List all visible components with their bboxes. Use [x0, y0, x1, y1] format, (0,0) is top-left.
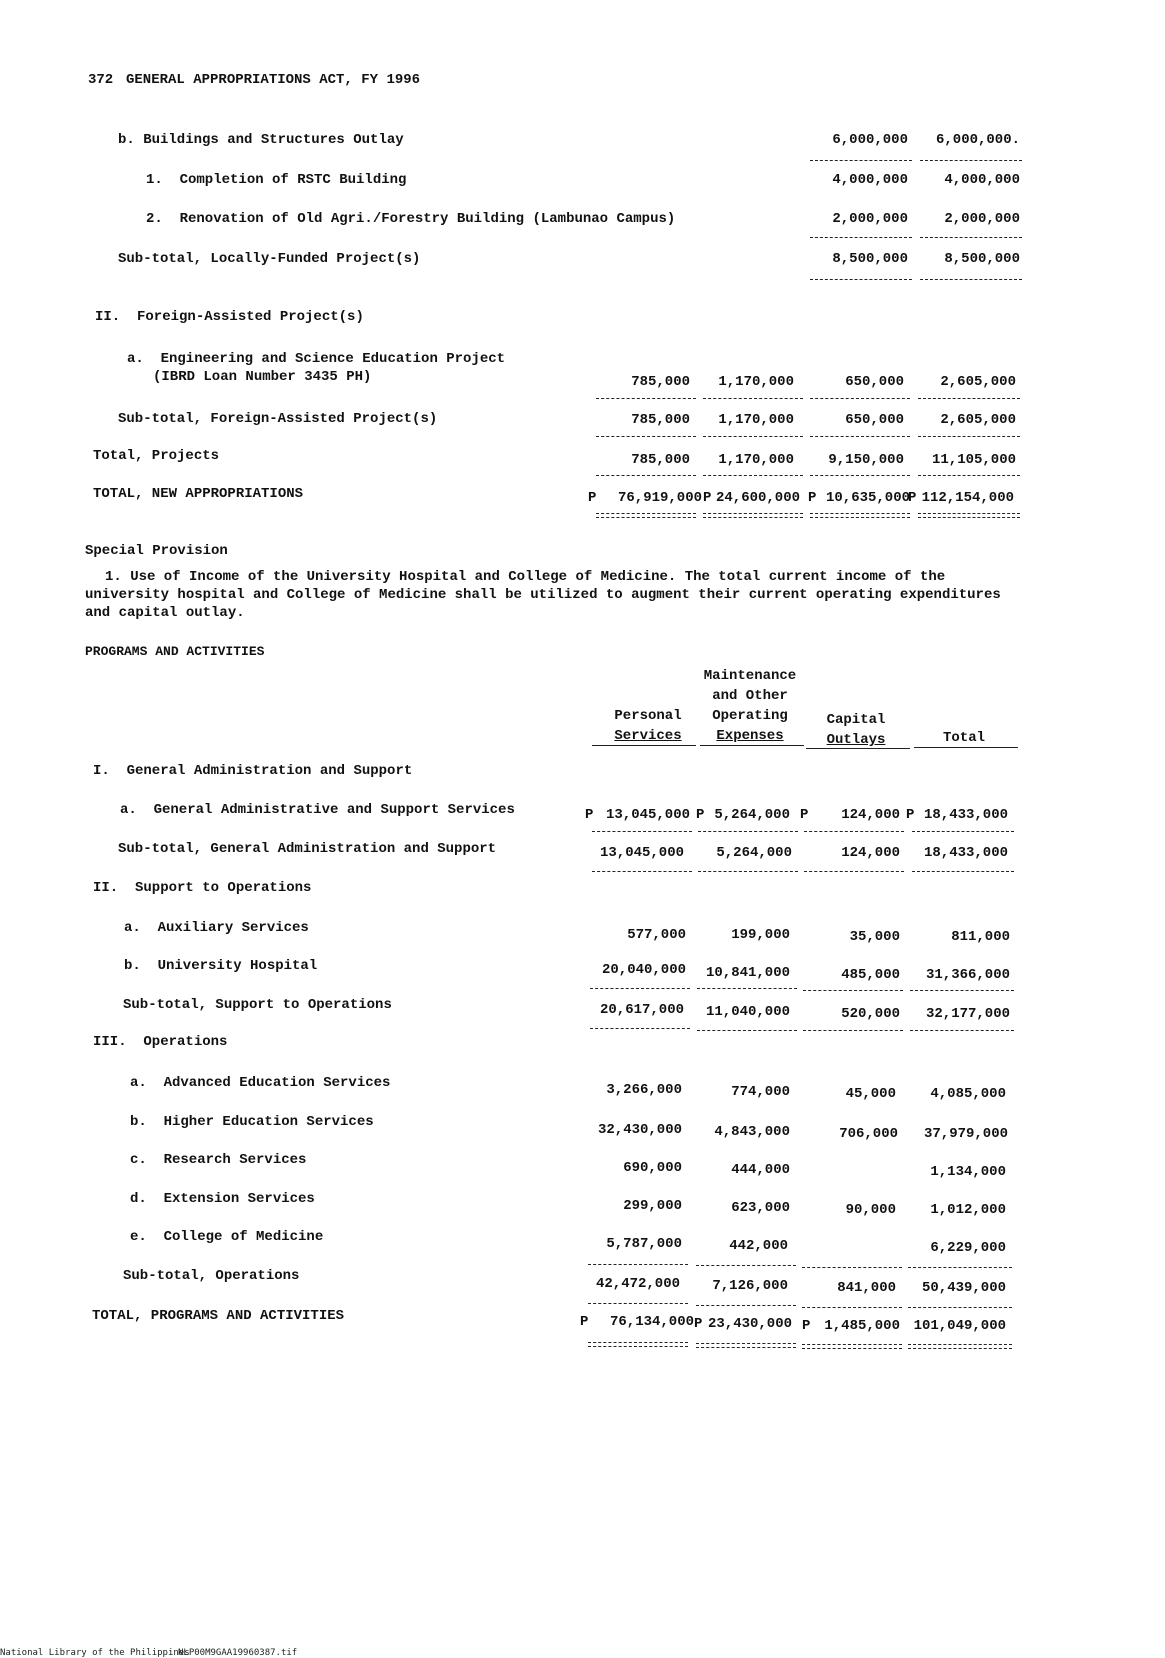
- header-rule: [914, 747, 1018, 748]
- total-new-label: TOTAL, NEW APPROPRIATIONS: [93, 486, 304, 502]
- gas-heading: I. General Administration and Support: [93, 763, 413, 779]
- peso-sign: P: [588, 490, 597, 506]
- subtotal-sto-label: Sub-total, Support to Operations: [123, 997, 392, 1013]
- rule: [596, 475, 696, 476]
- total-programs-total: 101,049,000: [913, 1318, 1006, 1334]
- double-rule: [810, 513, 910, 518]
- extension-label: d. Extension Services: [130, 1191, 315, 1207]
- rule: [592, 831, 692, 832]
- double-rule: [596, 513, 696, 518]
- renovation-co: 2,000,000: [832, 211, 908, 227]
- col-co-2: Outlays: [826, 732, 886, 748]
- extension-co: 90,000: [845, 1202, 896, 1218]
- higher-ps: 32,430,000: [597, 1122, 682, 1138]
- rule: [810, 398, 910, 399]
- gas-total: 18,433,000: [923, 807, 1008, 823]
- esep-total: 2,605,000: [940, 374, 1016, 390]
- rstc-co: 4,000,000: [832, 172, 908, 188]
- hospital-co: 485,000: [841, 967, 900, 983]
- sto-heading: II. Support to Operations: [93, 880, 312, 896]
- research-label: c. Research Services: [130, 1152, 307, 1168]
- double-rule: [908, 1344, 1012, 1349]
- ops-heading: III. Operations: [93, 1034, 228, 1050]
- peso-sign: P: [696, 807, 705, 823]
- special-provision-text: 1. Use of Income of the University Hospital and College of Medicine. The total current income of the university hospital and College of Medicine shall be utilized to augment their current operating expenditures and capital outlay.: [85, 569, 1001, 621]
- double-rule: [918, 513, 1020, 518]
- hospital-ps: 20,040,000: [601, 962, 686, 978]
- rule: [588, 1303, 688, 1304]
- rule: [910, 1030, 1014, 1031]
- rule: [696, 1265, 796, 1266]
- rule: [803, 990, 903, 991]
- total-new-ps: 76,919,000: [617, 490, 702, 506]
- extension-mooe: 623,000: [731, 1200, 790, 1216]
- total-programs-co: 1,485,000: [824, 1318, 900, 1334]
- rule: [803, 1030, 903, 1031]
- buildings-total: 6,000,000.: [935, 132, 1020, 148]
- rule: [810, 160, 912, 161]
- peso-sign: P: [906, 807, 915, 823]
- gas-mooe: 5,264,000: [714, 807, 790, 823]
- rule: [920, 279, 1022, 280]
- subtotal-gas-ps: 13,045,000: [599, 845, 684, 861]
- subtotal-sto-co: 520,000: [841, 1006, 900, 1022]
- total-programs-mooe: 23,430,000: [707, 1316, 792, 1332]
- esep-label-2: (IBRD Loan Number 3435 PH): [153, 369, 372, 385]
- rule: [697, 1030, 797, 1031]
- rule: [588, 1264, 688, 1265]
- peso-sign: P: [585, 807, 594, 823]
- rule: [804, 831, 904, 832]
- auxiliary-label: a. Auxiliary Services: [124, 920, 309, 936]
- advanced-total: 4,085,000: [930, 1086, 1006, 1102]
- double-rule: [703, 513, 803, 518]
- rule: [696, 1305, 796, 1306]
- page-title: GENERAL APPROPRIATIONS ACT, FY 1996: [126, 72, 421, 88]
- subtotal-foreign-label: Sub-total, Foreign-Assisted Project(s): [118, 411, 438, 427]
- col-mooe-1: Maintenance: [703, 668, 797, 684]
- rule: [703, 398, 803, 399]
- higher-total: 37,979,000: [923, 1126, 1008, 1142]
- hospital-label: b. University Hospital: [124, 958, 318, 974]
- subtotal-ops-label: Sub-total, Operations: [123, 1268, 300, 1284]
- total-projects-co: 9,150,000: [828, 452, 904, 468]
- gas-ps: 13,045,000: [605, 807, 690, 823]
- subtotal-gas-mooe: 5,264,000: [716, 845, 792, 861]
- subtotal-ops-mooe: 7,126,000: [712, 1278, 788, 1294]
- higher-label: b. Higher Education Services: [130, 1114, 374, 1130]
- header-rule: [700, 745, 804, 746]
- rule: [912, 871, 1014, 872]
- esep-label-1: a. Engineering and Science Education Project: [127, 351, 506, 367]
- subtotal-foreign-total: 2,605,000: [940, 412, 1016, 428]
- rule: [810, 279, 912, 280]
- peso-sign: P: [808, 490, 817, 506]
- gas-label: a. General Administrative and Support Services: [120, 802, 515, 818]
- special-provision-heading: Special Provision: [85, 543, 228, 559]
- foreign-heading: II. Foreign-Assisted Project(s): [95, 309, 364, 325]
- rule: [920, 160, 1022, 161]
- rule: [592, 871, 692, 872]
- auxiliary-mooe: 199,000: [731, 927, 790, 943]
- col-ps-2: Services: [614, 728, 682, 744]
- advanced-mooe: 774,000: [731, 1084, 790, 1100]
- higher-mooe: 4,843,000: [714, 1124, 790, 1140]
- medicine-label: e. College of Medicine: [130, 1229, 324, 1245]
- research-total: 1,134,000: [930, 1164, 1006, 1180]
- rule: [918, 436, 1020, 437]
- rule: [910, 990, 1014, 991]
- subtotal-ops-co: 841,000: [837, 1280, 896, 1296]
- auxiliary-co: 35,000: [849, 929, 900, 945]
- rule: [920, 237, 1022, 238]
- rule: [804, 871, 904, 872]
- esep-ps: 785,000: [631, 374, 690, 390]
- peso-sign: P: [802, 1318, 811, 1334]
- total-projects-mooe: 1,170,000: [718, 452, 794, 468]
- auxiliary-total: 811,000: [951, 929, 1010, 945]
- subtotal-ops-total: 50,439,000: [921, 1280, 1006, 1296]
- col-ps-1: Personal: [614, 708, 682, 724]
- subtotal-sto-ps: 20,617,000: [599, 1002, 684, 1018]
- rule: [918, 475, 1020, 476]
- research-mooe: 444,000: [731, 1162, 790, 1178]
- subtotal-foreign-ps: 785,000: [631, 412, 690, 428]
- rule: [596, 436, 696, 437]
- medicine-mooe: 442,000: [729, 1238, 788, 1254]
- subtotal-foreign-mooe: 1,170,000: [718, 412, 794, 428]
- subtotal-foreign-co: 650,000: [845, 412, 904, 428]
- research-ps: 690,000: [623, 1160, 682, 1176]
- col-mooe-3: Operating: [712, 708, 788, 724]
- peso-sign: P: [800, 807, 809, 823]
- subtotal-gas-label: Sub-total, General Administration and Support: [118, 841, 497, 857]
- page-number: 372: [88, 72, 114, 88]
- advanced-label: a. Advanced Education Services: [130, 1075, 391, 1091]
- buildings-co: 6,000,000: [832, 132, 908, 148]
- rule: [802, 1267, 902, 1268]
- rstc-label: 1. Completion of RSTC Building: [146, 172, 407, 188]
- peso-sign: P: [908, 490, 917, 506]
- col-co-1: Capital: [826, 712, 886, 728]
- esep-mooe: 1,170,000: [718, 374, 794, 390]
- peso-sign: P: [694, 1316, 703, 1332]
- hospital-total: 31,366,000: [925, 967, 1010, 983]
- footer-file: NLP00M9GAA19960387.tif: [178, 1648, 298, 1658]
- header-rule: [806, 748, 910, 749]
- esep-co: 650,000: [845, 374, 904, 390]
- renovation-total: 2,000,000: [944, 211, 1020, 227]
- double-rule: [802, 1344, 902, 1349]
- medicine-total: 6,229,000: [930, 1240, 1006, 1256]
- medicine-ps: 5,787,000: [606, 1236, 682, 1252]
- rule: [912, 831, 1014, 832]
- higher-co: 706,000: [839, 1126, 898, 1142]
- renovation-label: 2. Renovation of Old Agri./Forestry Building (Lambunao Campus): [146, 211, 676, 227]
- rule: [810, 475, 910, 476]
- header-rule: [592, 745, 696, 746]
- advanced-ps: 3,266,000: [606, 1082, 682, 1098]
- subtotal-sto-mooe: 11,040,000: [705, 1004, 790, 1020]
- subtotal-sto-total: 32,177,000: [925, 1006, 1010, 1022]
- rstc-total: 4,000,000: [944, 172, 1020, 188]
- rule: [918, 398, 1020, 399]
- total-new-co: 10,635,000: [825, 490, 910, 506]
- subtotal-gas-total: 18,433,000: [923, 845, 1008, 861]
- total-projects-ps: 785,000: [631, 452, 690, 468]
- peso-sign: P: [580, 1314, 589, 1330]
- subtotal-local-total: 8,500,000: [944, 251, 1020, 267]
- rule: [703, 436, 803, 437]
- extension-ps: 299,000: [623, 1198, 682, 1214]
- rule: [908, 1307, 1012, 1308]
- auxiliary-ps: 577,000: [627, 927, 686, 943]
- rule: [590, 1028, 690, 1029]
- advanced-co: 45,000: [845, 1086, 896, 1102]
- hospital-mooe: 10,841,000: [705, 965, 790, 981]
- rule: [810, 237, 912, 238]
- double-rule: [588, 1342, 688, 1347]
- buildings-label: b. Buildings and Structures Outlay: [118, 132, 404, 148]
- rule: [703, 475, 803, 476]
- total-projects-label: Total, Projects: [93, 448, 220, 464]
- rule: [908, 1267, 1012, 1268]
- gas-co: 124,000: [841, 807, 900, 823]
- rule: [698, 871, 798, 872]
- total-programs-ps: 76,134,000: [609, 1314, 694, 1330]
- total-new-mooe: 24,600,000: [715, 490, 800, 506]
- total-new-total: 112,154,000: [921, 490, 1014, 506]
- rule: [590, 988, 690, 989]
- rule: [698, 831, 798, 832]
- programs-heading: PROGRAMS AND ACTIVITIES: [85, 644, 265, 659]
- peso-sign: P: [703, 490, 712, 506]
- extension-total: 1,012,000: [930, 1202, 1006, 1218]
- col-mooe-2: and Other: [712, 688, 788, 704]
- subtotal-local-label: Sub-total, Locally-Funded Project(s): [118, 251, 421, 267]
- rule: [810, 436, 910, 437]
- double-rule: [696, 1343, 796, 1348]
- rule: [596, 398, 696, 399]
- col-mooe-4: Expenses: [716, 728, 784, 744]
- subtotal-ops-ps: 42,472,000: [595, 1276, 680, 1292]
- subtotal-local-co: 8,500,000: [832, 251, 908, 267]
- rule: [697, 988, 797, 989]
- total-programs-label: TOTAL, PROGRAMS AND ACTIVITIES: [92, 1308, 345, 1324]
- footer-library: National Library of the Philippines: [0, 1648, 190, 1658]
- col-total: Total: [942, 730, 985, 746]
- subtotal-gas-co: 124,000: [841, 845, 900, 861]
- rule: [802, 1307, 902, 1308]
- total-projects-total: 11,105,000: [931, 452, 1016, 468]
